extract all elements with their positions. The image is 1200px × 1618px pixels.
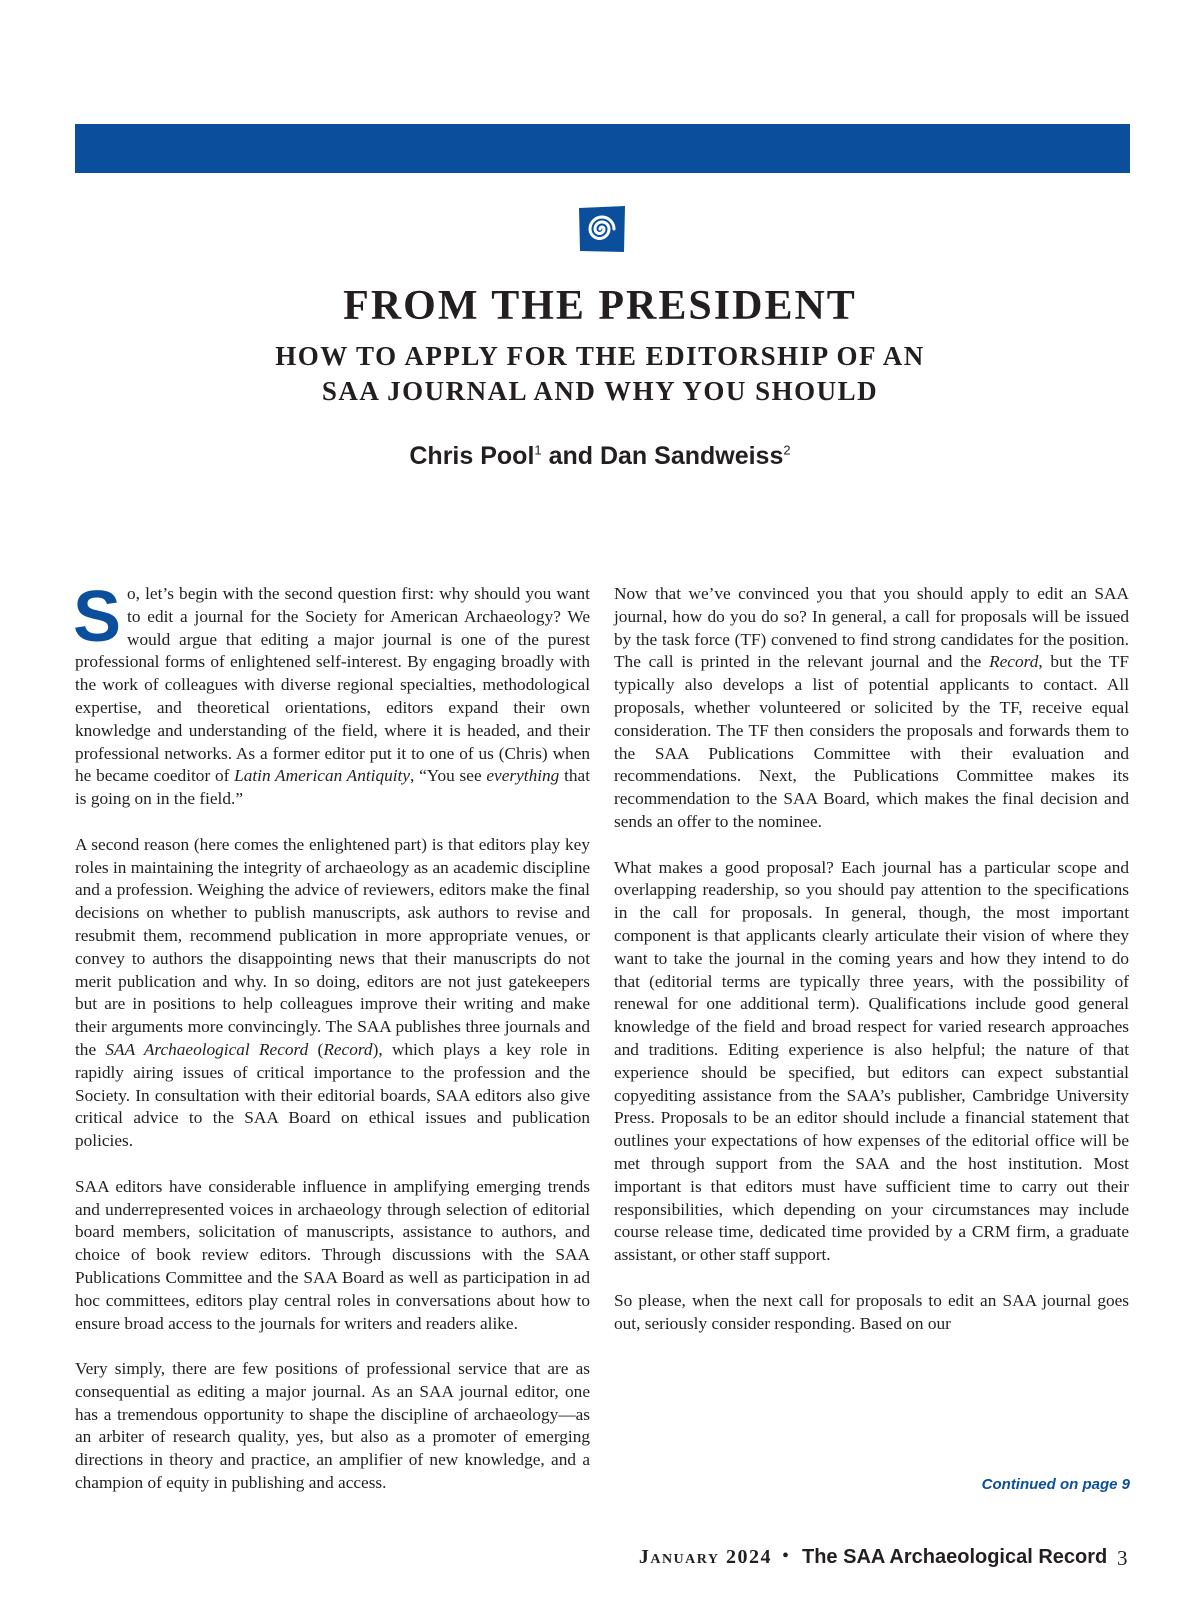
page-title: FROM THE PRESIDENT <box>343 283 857 329</box>
paragraph-1 <box>73 577 590 811</box>
author-2: Dan Sandweiss <box>599 442 784 470</box>
author-1-note: 1 <box>534 442 542 458</box>
paragraph-2-paren: ( <box>308 1039 324 1059</box>
subtitle-line-1: HOW TO APPLY FOR THE EDITORSHIP OF AN <box>275 341 925 371</box>
subtitle-line-2: SAA JOURNAL AND WHY YOU SHOULD <box>321 376 879 406</box>
paragraph-6: What makes a good proposal? Each journal has a particular scope and overlapping readership, so you should pay attention to the specifications in the call for proposals. In general, though, the most important component is that applicants clearly articulate their vision of where they want to take the journal in the coming years and how they intend to do that (editorial terms are typically three years, with the possibility of renewal for one additional term). Qualifications include good general knowledge of the field and broad respect for varied research approaches and traditions. Editing experience is also helpful; the nature of that experience should be specified, but editors can expect substantial copyediting assistance from the SAA’s publisher, Cambridge University Press. Proposals to be an editor should include a financial statement that outlines your expectations of how expenses of the editorial office will be met through support from the SAA and the host institution. Most important is that editors must have sufficient time to carry out their responsibilities, which depending on your circumstances may include course release time, dedicated time provided by a CRM firm, a graduate assistant, or other staff support. <box>614 857 1129 1265</box>
drop-cap: S <box>73 577 122 657</box>
paragraph-7: So please, when the next call for proposals to edit an SAA journal goes out, seriously consider responding. Based on our <box>614 1290 1129 1333</box>
page-number: 3 <box>1117 1546 1128 1570</box>
continued-link[interactable]: Continued on page 9 <box>981 1476 1130 1493</box>
paragraph-3: SAA editors have considerable influence in amplifying emerging trends and underrepresented voices in archaeology through selection of editorial board members, solicitation of manuscripts, assistance to authors, and choice of book review editors. Through discussions with the SAA Publications Committee and the SAA Board as well as participation in ad hoc committees, editors play central roles in conversations about how to ensure broad access to the journals for writers and readers alike. <box>75 1176 590 1333</box>
record-short-title: Record <box>989 652 1039 672</box>
author-byline <box>0 442 1200 471</box>
article-subtitle <box>0 339 1200 409</box>
emphasis-everything: everything <box>486 766 560 786</box>
paragraph-4: Very simply, there are few positions of professional service that are as consequential as editing a major journal. As an SAA journal editor, one has a tremendous opportunity to shape the discipline of archaeology—as an arbiter of research quality, yes, but also as a promoter of emerging directions in theory and practice, an amplifier of new knowledge, and a champion of equity in publishing and access. <box>75 1359 590 1493</box>
journal-title: Latin American Antiquity <box>234 766 411 786</box>
paragraph-2-text-b: ), which plays a key role in rapidly airing issues of critical importance to the profession and the Society. In consultation with their editorial boards, SAA editors also give critical advice to the SAA Board on ethical issues and publication policies. <box>75 1039 591 1151</box>
paragraph-5-text-b: , but the TF typically also develops a list of potential applicants to contact. All proposals, whether volunteered or solicited by the TF, receive equal consideration. The TF then considers the proposals and forwards them to the SAA Publications Committee with their evaluation and recommendations. Next, the Publications Committee makes its recommendation to the SAA Board, which makes the final decision and sends an offer to the nominee. <box>614 652 1129 831</box>
paragraph-1-text-a: o, let’s begin with the second question first: why should you want to edit a journal for the Society for American Archaeology? We would argue that editing a major journal is one of the purest professional forms of enlightened self-interest. By engaging broadly with the work of colleagues with diverse regional specialties, methodological expertise, and theoretical orientations, editors expand their own knowledge and understanding of the field, where it is headed, and their professional networks. As a former editor put it to one of us (Chris) when he became coeditor of <box>75 584 590 786</box>
footer-publication: The SAA Archaeological Record <box>802 1546 1108 1568</box>
paragraph-5-text-a: Now that we’ve convinced you that you should apply to edit an SAA journal, how do you do so? In general, a call for proposals will be issued by the task force (TF) convened to find strong candidates for the position. The call is printed in the relevant journal and the <box>614 584 1129 672</box>
footer-bullet: • <box>782 1545 790 1567</box>
record-short-title: Record <box>323 1039 373 1059</box>
record-title: SAA Archaeological Record <box>105 1039 309 1059</box>
footer-date: January 2024 <box>638 1546 772 1568</box>
header-color-bar <box>75 124 1130 173</box>
text-column-left <box>73 577 591 1495</box>
paragraph-1-text-b: , “You see <box>410 766 487 786</box>
spiral-icon <box>576 203 628 255</box>
text-column-right <box>614 583 1129 1335</box>
paragraph-2-text-a: A second reason (here comes the enlightened part) is that editors play key roles in maintaining the integrity of archaeology as an academic discipline and a profession. Weighing the advice of reviewers, editors make the final decisions on whether to publish manuscripts, ask authors to revise and resubmit them, recommend publication in more appropriate venues, or convey to authors the disappointing news that their manuscripts do not merit publication and why. In so doing, editors are not just gatekeepers but are in positions to help colleagues improve their writing and make their arguments more convincingly. The SAA publishes three journals and the <box>75 834 590 1059</box>
author-2-note: 2 <box>783 442 791 458</box>
author-1: Chris Pool <box>409 442 535 470</box>
author-joiner: and <box>541 442 600 470</box>
paragraph-5 <box>614 583 1129 834</box>
paragraph-2 <box>75 834 590 1153</box>
paragraph-1-text-c: that is going on in the field.” <box>75 766 590 809</box>
